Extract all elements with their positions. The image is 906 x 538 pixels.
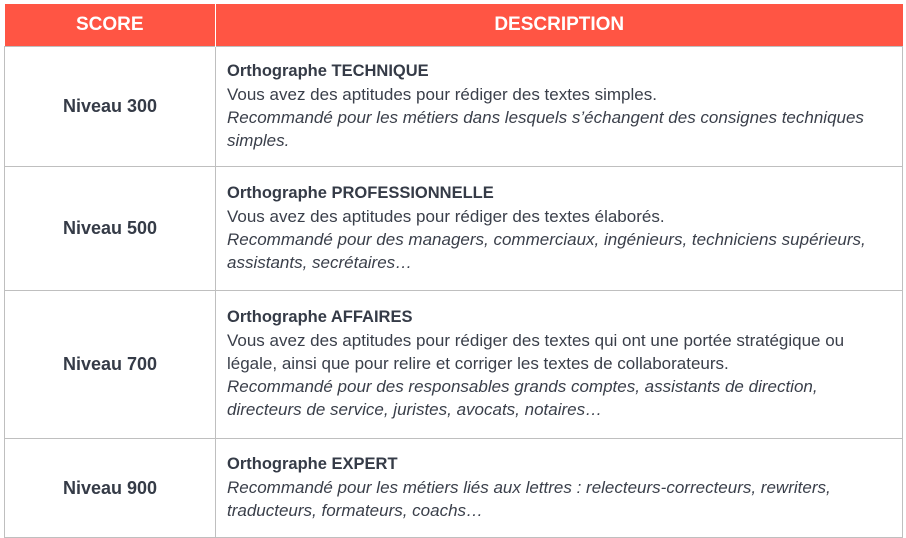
score-cell: Niveau 300: [5, 47, 216, 167]
score-cell: Niveau 700: [5, 291, 216, 439]
level-title: Orthographe PROFESSIONNELLE: [227, 183, 494, 202]
level-recommendation: Recommandé pour des responsables grands comptes, assistants de direction, directeurs de service, juristes, avocats, notaires…: [227, 377, 818, 419]
table-row: [5, 167, 903, 291]
description-cell: [216, 291, 903, 439]
table-header-row: [5, 4, 903, 47]
description-cell: [216, 439, 903, 538]
level-recommendation: Recommandé pour les métiers dans lesquels s’échangent des consignes techniques simples.: [227, 107, 864, 150]
score-cell: Niveau 900: [5, 439, 216, 538]
level-text: Vous avez des aptitudes pour rédiger des textes qui ont une portée stratégique ou légale, ainsi que pour relire et corriger les textes de collaborateurs.: [227, 331, 845, 373]
score-cell: Niveau 500: [5, 167, 216, 291]
level-text: Vous avez des aptitudes pour rédiger des textes simples.: [227, 84, 657, 104]
table-row: [5, 439, 903, 538]
table-row: [5, 291, 903, 439]
level-title: Orthographe EXPERT: [227, 454, 398, 473]
level-title: Orthographe AFFAIRES: [227, 308, 413, 326]
column-header-score: SCORE: [5, 4, 216, 47]
table-row: [5, 47, 903, 167]
level-title: Orthographe TECHNIQUE: [227, 61, 429, 80]
score-table: [4, 4, 903, 538]
description-cell: [216, 47, 903, 167]
column-header-description: DESCRIPTION: [216, 4, 903, 47]
level-text: Vous avez des aptitudes pour rédiger des textes élaborés.: [227, 206, 665, 226]
score-table-container: [4, 4, 902, 538]
level-recommendation: Recommandé pour les métiers liés aux lettres : relecteurs-correcteurs, rewriters, traducteurs, formateurs, coachs…: [227, 477, 831, 520]
level-recommendation: Recommandé pour des managers, commerciaux, ingénieurs, techniciens supérieurs, assistants, secrétaires…: [227, 229, 866, 272]
description-cell: [216, 167, 903, 291]
